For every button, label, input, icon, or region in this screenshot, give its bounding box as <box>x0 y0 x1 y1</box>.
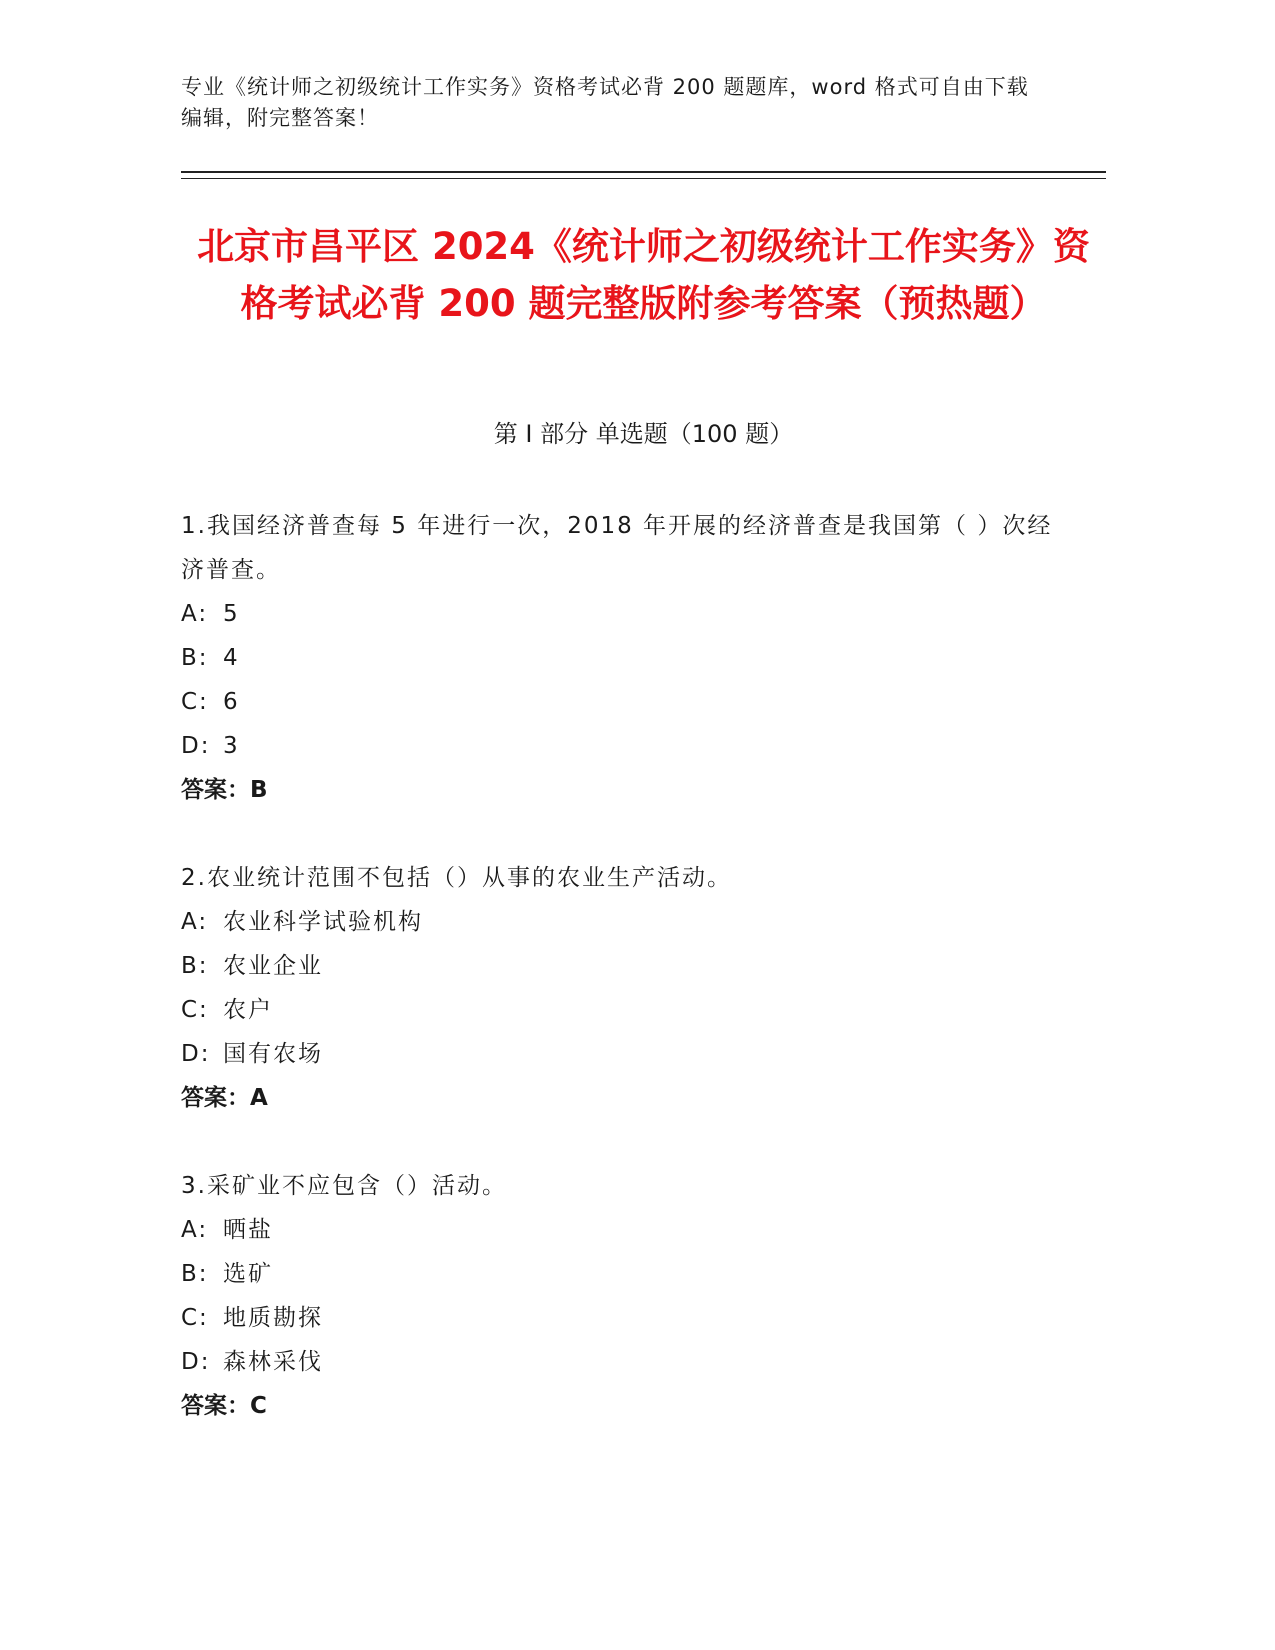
option-letter: C: <box>181 997 209 1023</box>
question-3 <box>181 1164 1061 1428</box>
header-rule-thin <box>181 178 1106 179</box>
option-b <box>181 636 1061 680</box>
option-letter: B: <box>181 645 209 671</box>
option-text: 6 <box>223 689 240 715</box>
option-letter: D: <box>181 1041 211 1067</box>
question-stem: 1.我国经济普查每 5 年进行一次，2018 年开展的经济普查是我国第（ ）次经济普查。 <box>181 513 1053 583</box>
option-text: 晒盐 <box>223 1217 273 1243</box>
option-d <box>181 724 1061 768</box>
option-d <box>181 1032 1061 1076</box>
option-letter: B: <box>181 953 209 979</box>
option-d <box>181 1340 1061 1384</box>
question-2 <box>181 856 1061 1120</box>
answer-line: 答案：C <box>181 1393 267 1419</box>
option-text: 4 <box>223 645 240 671</box>
option-letter: A: <box>181 601 209 627</box>
question-list <box>181 504 1061 1472</box>
option-letter: B: <box>181 1261 209 1287</box>
answer-line: 答案：B <box>181 777 268 803</box>
question-stem: 3.采矿业不应包含（）活动。 <box>181 1173 507 1199</box>
option-text: 农户 <box>223 997 273 1023</box>
option-b <box>181 944 1061 988</box>
option-text: 地质勘探 <box>223 1305 323 1331</box>
header-rule-thick <box>181 171 1106 173</box>
option-text: 农业科学试验机构 <box>223 909 423 935</box>
answer-line: 答案：A <box>181 1085 268 1111</box>
option-letter: D: <box>181 733 211 759</box>
option-a <box>181 592 1061 636</box>
question-1 <box>181 504 1061 812</box>
section-heading: 第 I 部分 单选题（100 题） <box>493 420 794 448</box>
option-a <box>181 1208 1061 1252</box>
option-c <box>181 1296 1061 1340</box>
option-text: 农业企业 <box>223 953 323 979</box>
option-letter: C: <box>181 1305 209 1331</box>
option-text: 选矿 <box>223 1261 273 1287</box>
option-text: 5 <box>223 601 240 627</box>
header-note: 专业《统计师之初级统计工作实务》资格考试必背 200 题题库，word 格式可自由下载编辑，附完整答案！ <box>181 75 1029 130</box>
option-letter: C: <box>181 689 209 715</box>
option-text: 3 <box>223 733 240 759</box>
option-text: 国有农场 <box>223 1041 323 1067</box>
option-letter: D: <box>181 1349 211 1375</box>
option-c <box>181 988 1061 1032</box>
option-letter: A: <box>181 909 209 935</box>
option-c <box>181 680 1061 724</box>
option-b <box>181 1252 1061 1296</box>
option-text: 森林采伐 <box>223 1349 323 1375</box>
question-stem: 2.农业统计范围不包括（）从事的农业生产活动。 <box>181 865 732 891</box>
option-a <box>181 900 1061 944</box>
document-title: 北京市昌平区 2024《统计师之初级统计工作实务》资格考试必背 200 题完整版附参考答案（预热题） <box>197 225 1090 325</box>
option-letter: A: <box>181 1217 209 1243</box>
